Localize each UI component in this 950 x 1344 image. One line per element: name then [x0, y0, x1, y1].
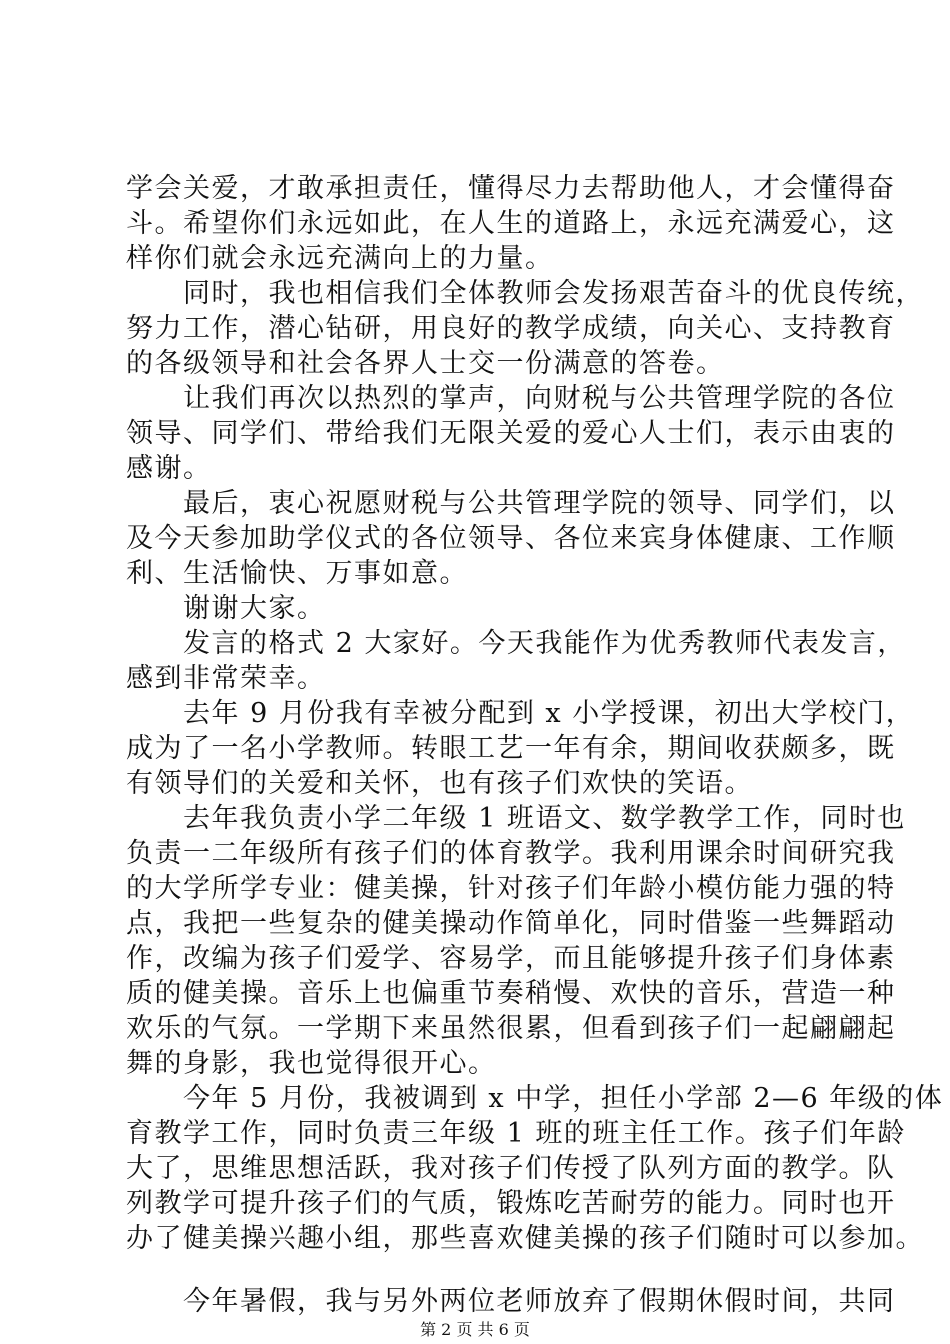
page-footer: 第 2 页 共 6 页 [420, 1320, 530, 1339]
text-line: 学会关爱，才敢承担责任，懂得尽力去帮助他人，才会懂得奋 [126, 173, 896, 204]
text-line: 作，改编为孩子们爱学、容易学，而且能够提升孩子们身体素 [126, 943, 896, 974]
text-line: 成为了一名小学教师。转眼工艺一年有余，期间收获颇多，既 [126, 733, 896, 764]
text-line: 大了，思维思想活跃，我对孩子们传授了队列方面的教学。队 [126, 1153, 896, 1184]
text-line: 育教学工作，同时负责三年级 1 班的班主任工作。孩子们年龄 [126, 1118, 906, 1149]
text-line: 今年暑假，我与另外两位老师放弃了假期休假时间，共同 [126, 1286, 896, 1317]
text-line: 让我们再次以热烈的掌声，向财税与公共管理学院的各位 [126, 383, 896, 414]
text-line: 办了健美操兴趣小组，那些喜欢健美操的孩子们随时可以参加。 [126, 1223, 924, 1254]
text-line: 努力工作，潜心钻研，用良好的教学成绩，向关心、支持教育 [126, 313, 896, 344]
text-line: 斗。希望你们永远如此，在人生的道路上，永远充满爱心，这 [126, 208, 896, 239]
text-line: 感谢。 [126, 453, 212, 484]
text-line: 的大学所学专业：健美操，针对孩子们年龄小模仿能力强的特 [126, 873, 896, 904]
text-line: 负责一二年级所有孩子们的体育教学。我利用课余时间研究我 [126, 838, 896, 869]
text-line: 有领导们的关爱和关怀，也有孩子们欢快的笑语。 [126, 768, 753, 799]
text-line: 列教学可提升孩子们的气质，锻炼吃苦耐劳的能力。同时也开 [126, 1188, 896, 1219]
text-line: 今年 5 月份，我被调到 x 中学，担任小学部 2—6 年级的体 [126, 1083, 944, 1114]
text-line: 去年我负责小学二年级 1 班语文、数学教学工作，同时也 [126, 803, 906, 834]
text-line: 去年 9 月份我有幸被分配到 x 小学授课，初出大学校门， [126, 698, 915, 729]
text-line: 谢谢大家。 [126, 593, 326, 624]
text-line: 样你们就会永远充满向上的力量。 [126, 243, 554, 274]
text-line: 领导、同学们、带给我们无限关爱的爱心人士们，表示由衷的 [126, 418, 896, 449]
text-line: 发言的格式 2 大家好。今天我能作为优秀教师代表发言， [126, 628, 906, 659]
text-line: 质的健美操。音乐上也偏重节奏稍慢、欢快的音乐，营造一种 [126, 978, 896, 1009]
text-line: 同时，我也相信我们全体教师会发扬艰苦奋斗的优良传统， [126, 278, 924, 309]
text-line: 最后，衷心祝愿财税与公共管理学院的领导、同学们，以 [126, 488, 896, 519]
text-line: 利、生活愉快、万事如意。 [126, 558, 468, 589]
text-line: 感到非常荣幸。 [126, 663, 326, 694]
text-line: 欢乐的气氛。一学期下来虽然很累，但看到孩子们一起翩翩起 [126, 1013, 896, 1044]
text-line: 及今天参加助学仪式的各位领导、各位来宾身体健康、工作顺 [126, 523, 896, 554]
text-line: 舞的身影，我也觉得很开心。 [126, 1048, 497, 1079]
text-line: 点，我把一些复杂的健美操动作简单化，同时借鉴一些舞蹈动 [126, 908, 896, 939]
text-line: 的各级领导和社会各界人士交一份满意的答卷。 [126, 348, 725, 379]
